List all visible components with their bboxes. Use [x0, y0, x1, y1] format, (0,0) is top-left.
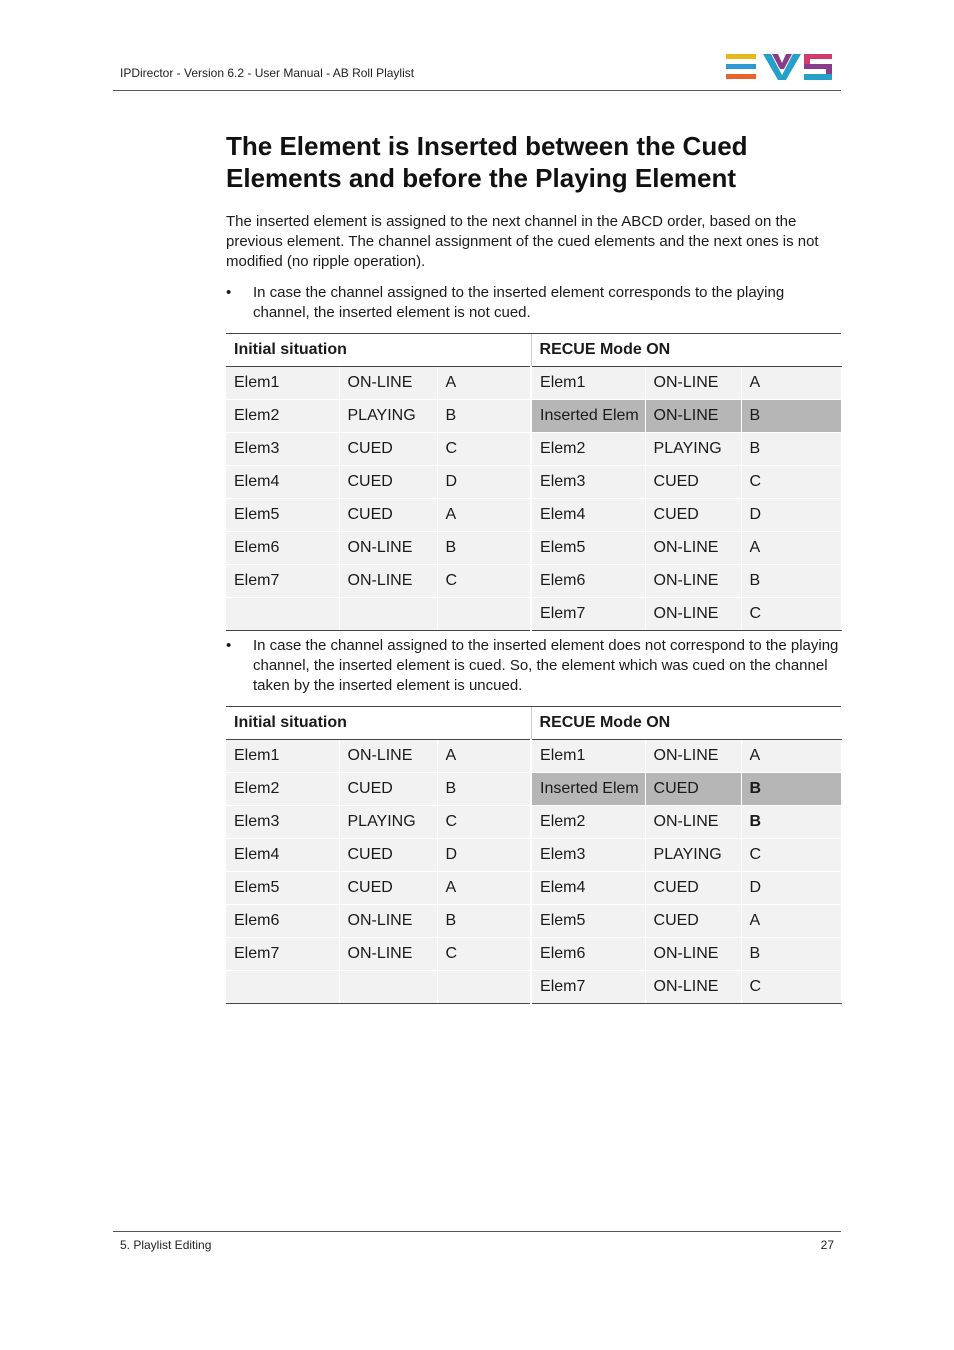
table-cell: B — [741, 938, 841, 971]
bullet-dot: • — [226, 284, 232, 301]
table-cell: Elem5 — [531, 532, 645, 565]
table-row — [226, 433, 841, 466]
table-cell — [226, 971, 339, 1004]
header-recue-mode-on: RECUE Mode ON — [531, 707, 841, 740]
table-cell — [339, 598, 437, 631]
table-cell: Elem4 — [226, 839, 339, 872]
table-cell: A — [741, 532, 841, 565]
table-cell: Elem5 — [226, 872, 339, 905]
page-number: 27 — [820, 1238, 834, 1252]
table-cell: D — [437, 466, 531, 499]
table-cell: A — [437, 872, 531, 905]
table-cell: Elem2 — [531, 806, 645, 839]
highlighted-cell: Inserted Elem — [531, 773, 645, 806]
bullet-text: In case the channel assigned to the inserted element corresponds to the playing channel, the inserted element is not cued. — [253, 284, 785, 321]
table-cell: Elem2 — [226, 773, 339, 806]
table-cell: Elem2 — [226, 400, 339, 433]
table-cell: Elem3 — [226, 806, 339, 839]
table-cell: PLAYING — [339, 806, 437, 839]
table-cell: C — [437, 806, 531, 839]
table-cell: B — [437, 773, 531, 806]
table-row — [226, 532, 841, 565]
table-cell: CUED — [339, 466, 437, 499]
highlighted-cell: B — [741, 400, 841, 433]
table-cell: ON-LINE — [645, 740, 741, 773]
table-row — [226, 499, 841, 532]
table-cell: Elem5 — [531, 905, 645, 938]
highlighted-cell: B — [741, 773, 841, 806]
comparison-table-1 — [226, 333, 842, 631]
table-cell — [437, 598, 531, 631]
table-cell: PLAYING — [645, 433, 741, 466]
running-header: IPDirector - Version 6.2 - User Manual - AB Roll Playlist — [120, 66, 415, 80]
table-cell: Elem6 — [531, 938, 645, 971]
table-header-row — [226, 707, 841, 740]
header-recue-mode-on: RECUE Mode ON — [531, 334, 841, 367]
table-cell — [437, 971, 531, 1004]
table-row — [226, 740, 841, 773]
table-cell: Elem1 — [531, 740, 645, 773]
table-cell: Elem7 — [226, 565, 339, 598]
table-cell: Elem1 — [226, 740, 339, 773]
table-cell: ON-LINE — [339, 532, 437, 565]
table-cell: D — [741, 872, 841, 905]
table-cell: A — [437, 499, 531, 532]
table-cell — [339, 971, 437, 1004]
table-row — [226, 400, 841, 433]
table-cell: A — [741, 367, 841, 400]
table-cell: CUED — [339, 773, 437, 806]
highlighted-cell: CUED — [645, 773, 741, 806]
table-cell: ON-LINE — [339, 938, 437, 971]
table-cell: ON-LINE — [645, 565, 741, 598]
table-row — [226, 773, 841, 806]
table-cell: PLAYING — [339, 400, 437, 433]
header-initial-situation: Initial situation — [226, 334, 531, 367]
bullet-dot: • — [226, 637, 232, 654]
table-row — [226, 938, 841, 971]
table-cell: B — [741, 806, 841, 839]
table-row — [226, 367, 841, 400]
table-cell: Elem1 — [531, 367, 645, 400]
table-cell: Elem4 — [531, 872, 645, 905]
table-cell: ON-LINE — [339, 905, 437, 938]
table-cell: PLAYING — [645, 839, 741, 872]
table-cell: ON-LINE — [645, 971, 741, 1004]
footer-divider — [113, 1231, 841, 1232]
table-cell: C — [437, 433, 531, 466]
table-cell: CUED — [339, 839, 437, 872]
table-cell: Elem3 — [226, 433, 339, 466]
table-cell: C — [741, 466, 841, 499]
section-title: The Element is Inserted between the Cued Elements and before the Playing Element — [226, 131, 748, 193]
table-cell: CUED — [645, 499, 741, 532]
table-cell: A — [437, 367, 531, 400]
table-cell: B — [437, 400, 531, 433]
table-cell: CUED — [645, 905, 741, 938]
table-cell: Elem3 — [531, 839, 645, 872]
table-cell: CUED — [339, 872, 437, 905]
table-cell: Elem6 — [226, 905, 339, 938]
table-cell: ON-LINE — [645, 598, 741, 631]
table-cell: CUED — [645, 872, 741, 905]
table-cell: ON-LINE — [339, 565, 437, 598]
table-cell: C — [741, 839, 841, 872]
table-cell: ON-LINE — [645, 938, 741, 971]
table-row — [226, 905, 841, 938]
table-row — [226, 565, 841, 598]
table-cell: A — [741, 905, 841, 938]
table-row — [226, 466, 841, 499]
bullet-item-2 — [226, 636, 841, 696]
table-cell: CUED — [339, 499, 437, 532]
table-cell: Elem7 — [226, 938, 339, 971]
table-cell — [226, 598, 339, 631]
table-cell: A — [741, 740, 841, 773]
table-cell: Elem1 — [226, 367, 339, 400]
table-row — [226, 598, 841, 631]
table-cell: CUED — [339, 433, 437, 466]
evs-logo — [726, 53, 834, 81]
comparison-table-2 — [226, 706, 842, 1004]
bullet-item-1 — [226, 283, 841, 323]
table-cell: ON-LINE — [645, 367, 741, 400]
table-cell: B — [741, 433, 841, 466]
table-cell: ON-LINE — [339, 740, 437, 773]
table-cell: C — [741, 971, 841, 1004]
table-cell: B — [437, 905, 531, 938]
table-cell: Elem6 — [531, 565, 645, 598]
table-cell: Elem2 — [531, 433, 645, 466]
table-header-row — [226, 334, 841, 367]
intro-paragraph: The inserted element is assigned to the next channel in the ABCD order, based on the previous element. The channel assignment of the cued elements and the next ones is not modified (no ripple operation). — [226, 213, 819, 270]
highlighted-cell: ON-LINE — [645, 400, 741, 433]
table-cell: Elem4 — [226, 466, 339, 499]
table-row — [226, 872, 841, 905]
table-cell: Elem7 — [531, 971, 645, 1004]
header-initial-situation: Initial situation — [226, 707, 531, 740]
highlighted-cell: Inserted Elem — [531, 400, 645, 433]
table-row — [226, 839, 841, 872]
table-cell: B — [437, 532, 531, 565]
table-cell: A — [437, 740, 531, 773]
table-cell: C — [741, 598, 841, 631]
table-cell: ON-LINE — [339, 367, 437, 400]
table-cell: Elem5 — [226, 499, 339, 532]
table-cell: C — [437, 938, 531, 971]
bullet-text: In case the channel assigned to the inserted element does not correspond to the playing channel, the inserted element is cued. So, the element which was cued on the channel taken by the inserted element is uncued. — [253, 637, 839, 694]
footer-chapter: 5. Playlist Editing — [120, 1238, 212, 1252]
table-cell: Elem4 — [531, 499, 645, 532]
table-cell: ON-LINE — [645, 806, 741, 839]
table-cell: B — [741, 565, 841, 598]
table-row — [226, 971, 841, 1004]
table-cell: Elem7 — [531, 598, 645, 631]
table-cell: Elem6 — [226, 532, 339, 565]
table-cell: CUED — [645, 466, 741, 499]
table-cell: ON-LINE — [645, 532, 741, 565]
table-cell: C — [437, 565, 531, 598]
table-cell: Elem3 — [531, 466, 645, 499]
table-cell: D — [741, 499, 841, 532]
table-cell: D — [437, 839, 531, 872]
table-row — [226, 806, 841, 839]
header-divider — [113, 90, 841, 91]
